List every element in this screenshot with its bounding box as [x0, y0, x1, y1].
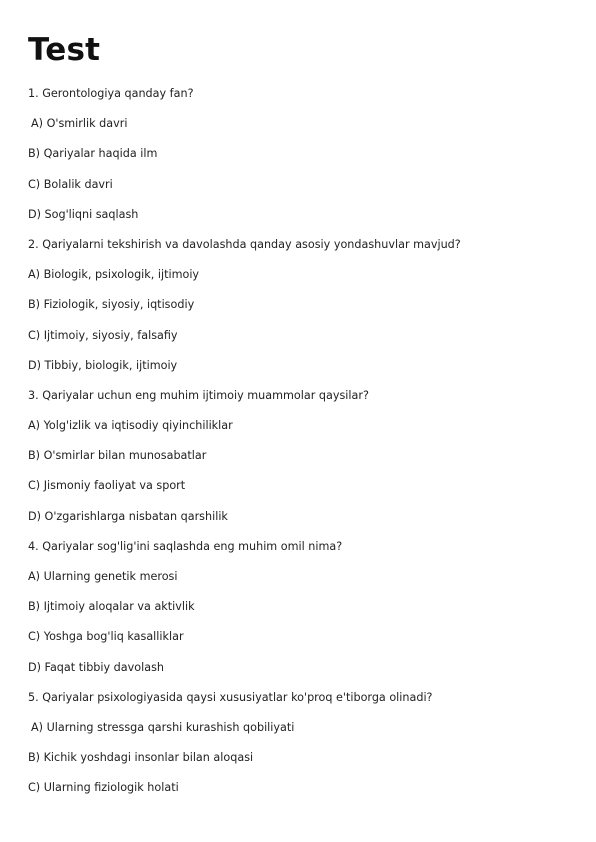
- question-text: 1. Gerontologiya qanday fan?: [28, 87, 194, 100]
- question-text: 4. Qariyalar sog'lig'ini saqlashda eng muhim omil nima?: [28, 539, 343, 553]
- answer-option: D) O'zgarishlarga nisbatan qarshilik: [28, 509, 228, 523]
- answer-option: B) O'smirlar bilan munosabatlar: [28, 449, 207, 463]
- answer-option: D) Tibbiy, biologik, ijtimoiy: [28, 358, 178, 372]
- question-text: 3. Qariyalar uchun eng muhim ijtimoiy muammolar qaysilar?: [28, 388, 369, 402]
- answer-option: A) O'smirlik davri: [31, 117, 128, 131]
- answer-option: B) Qariyalar haqida ilm: [28, 147, 158, 161]
- answer-option: A) Ularning stressga qarshi kurashish qobiliyati: [31, 720, 295, 734]
- answer-option: B) Ijtimoiy aloqalar va aktivlik: [28, 600, 195, 614]
- answer-option: D) Faqat tibbiy davolash: [28, 660, 164, 674]
- answer-option: D) Sog'liqni saqlash: [28, 207, 139, 221]
- test-content: [28, 84, 578, 809]
- answer-option: A) Yolg'izlik va iqtisodiy qiyinchiliklar: [28, 419, 233, 433]
- question-text: 2. Qariyalarni tekshirish va davolashda qanday asosiy yondashuvlar mavjud?: [28, 237, 461, 251]
- page-title: Test: [28, 32, 101, 68]
- question-text: 5. Qariyalar psixologiyasida qaysi xususiyatlar ko'proq e'tiborga olinadi?: [28, 690, 433, 704]
- answer-option: A) Ularning genetik merosi: [28, 570, 178, 583]
- answer-option: C) Bolalik davri: [28, 177, 113, 191]
- answer-option: C) Ularning fiziologik holati: [28, 781, 179, 795]
- answer-option: C) Jismoniy faoliyat va sport: [28, 479, 186, 493]
- answer-option: C) Ijtimoiy, siyosiy, falsafiy: [28, 328, 178, 342]
- answer-option: A) Biologik, psixologik, ijtimoiy: [28, 268, 200, 282]
- answer-option: B) Kichik yoshdagi insonlar bilan aloqasi: [28, 751, 254, 765]
- answer-option: C) Yoshga bog'liq kasalliklar: [28, 630, 184, 644]
- answer-option: B) Fiziologik, siyosiy, iqtisodiy: [28, 298, 195, 312]
